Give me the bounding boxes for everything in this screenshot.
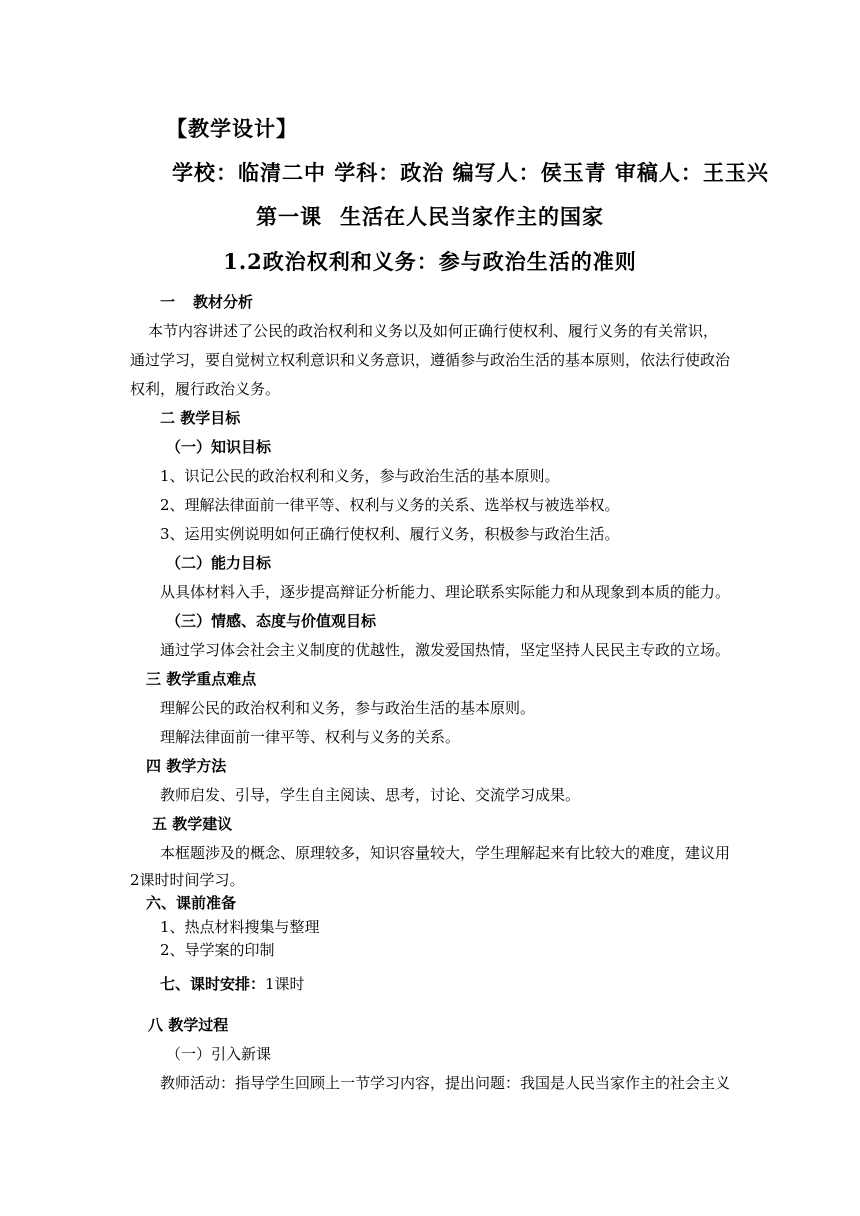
section-7-heading: 七、课时安排： xyxy=(160,975,266,993)
knowledge-item-2: 2、理解法律面前一律平等、权利与义务的关系、选举权与被选举权。 xyxy=(160,496,620,514)
section-2-heading: 二 教学目标 xyxy=(160,409,241,427)
section-1-heading xyxy=(160,295,253,310)
section-3-heading: 三 教学重点难点 xyxy=(146,670,257,688)
lesson-title: 生活在人民当家作主的国家 xyxy=(340,204,604,229)
section-1-line-1: 本节内容讲述了公民的政治权利和义务以及如何正确行使权利、履行义务的有关常识， xyxy=(148,322,719,340)
suggestion-line-1: 本框题涉及的概念、原理较多，知识容量较大，学生理解起来有比较大的难度，建议用 xyxy=(160,844,731,862)
prep-item-2: 2、导学案的印制 xyxy=(160,941,275,959)
process-subheading: （一）引入新课 xyxy=(166,1045,272,1063)
knowledge-item-3: 3、运用实例说明如何正确行使权利、履行义务，积极参与政治生活。 xyxy=(160,525,620,543)
knowledge-heading: （一）知识目标 xyxy=(166,438,272,456)
ability-text: 从具体材料入手，逐步提高辩证分析能力、理论联系实际能力和从现象到本质的能力。 xyxy=(160,583,731,601)
process-text: 教师活动：指导学生回顾上一节学习内容，提出问题：我国是人民当家作主的社会主义 xyxy=(160,1074,731,1092)
knowledge-item-1: 1、识记公民的政治权利和义务，参与政治生活的基本原则。 xyxy=(160,467,560,485)
emotion-text: 通过学习体会社会主义制度的优越性，激发爱国热情，坚定坚持人民民主专政的立场。 xyxy=(160,641,731,659)
suggestion-line-2: 2课时时间学习。 xyxy=(130,871,245,889)
section-4-heading: 四 教学方法 xyxy=(146,757,227,775)
key-point-1: 理解公民的政治权利和义务，参与政治生活的基本原则。 xyxy=(160,699,536,717)
lesson-prefix: 第一课 xyxy=(256,204,322,229)
section-7-line xyxy=(160,976,305,992)
section-6-heading: 六、课前准备 xyxy=(146,894,237,912)
section-5-heading: 五 教学建议 xyxy=(152,815,233,833)
ability-heading: （二）能力目标 xyxy=(166,554,272,572)
section-7-value: 1课时 xyxy=(265,975,305,993)
section-1-line-3: 权利，履行政治义务。 xyxy=(130,380,281,398)
section-1-title: 教材分析 xyxy=(193,293,254,311)
emotion-heading: （三）情感、态度与价值观目标 xyxy=(166,612,377,630)
section-1-line-2: 通过学习，要自觉树立权利意识和义务意识，遵循参与政治生活的基本原则，依法行使政治 xyxy=(130,351,731,369)
section-8-heading: 八 教学过程 xyxy=(148,1016,229,1034)
section-title: 1.2政治权利和义务：参与政治生活的准则 xyxy=(223,249,637,274)
method-text: 教师启发、引导，学生自主阅读、思考，讨论、交流学习成果。 xyxy=(160,786,581,804)
credits-line: 学校：临清二中 学科：政治 编写人：侯玉青 审稿人：王玉兴 xyxy=(172,160,769,185)
lesson-title-line xyxy=(0,206,860,227)
prep-item-1: 1、热点材料搜集与整理 xyxy=(160,918,320,936)
section-1-number: 一 xyxy=(160,293,176,311)
key-point-2: 理解法律面前一律平等、权利与义务的关系。 xyxy=(160,728,461,746)
design-label: 【教学设计】 xyxy=(166,116,298,141)
